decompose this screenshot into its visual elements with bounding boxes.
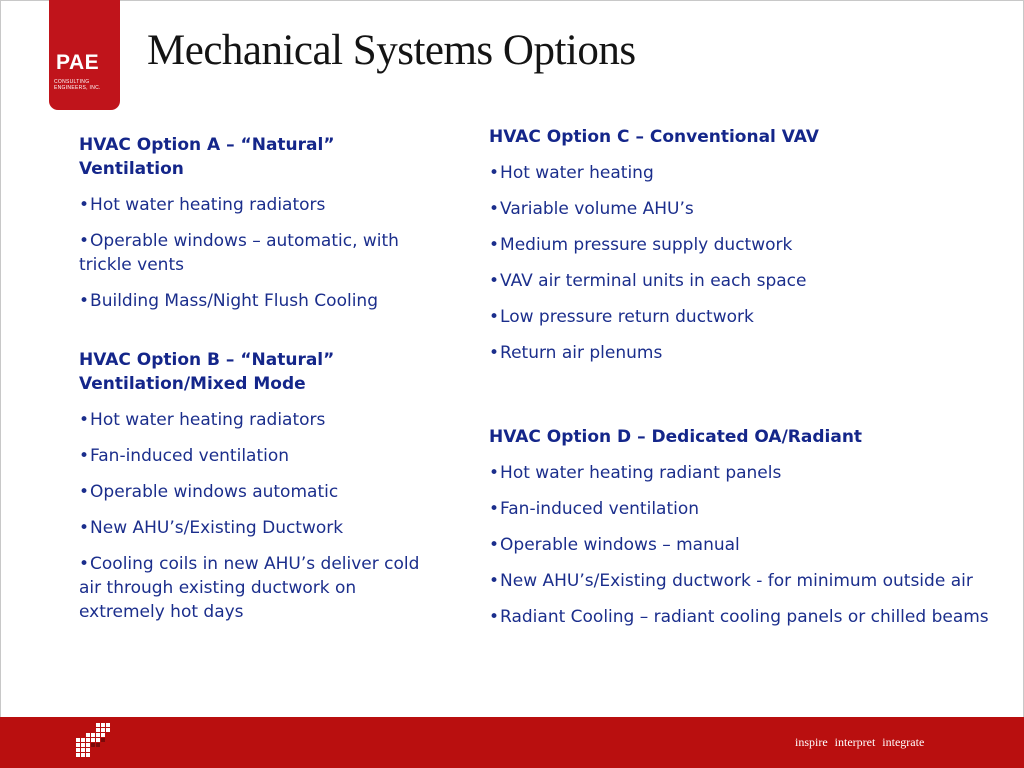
bullet-text: Return air plenums [500,343,663,363]
bullet-dot: • [489,499,500,519]
bullet-item [79,193,444,217]
bullet-item [79,480,444,504]
bullet-dot: • [79,518,90,538]
bullet-text: Building Mass/Night Flush Cooling [90,291,378,311]
bullet-dot: • [489,571,500,591]
bullet-dot: • [79,231,90,251]
bullet-text: VAV air terminal units in each space [500,271,807,291]
bullet-text: Low pressure return ductwork [500,307,754,327]
bullet-item [79,444,444,468]
bullet-dot: • [489,535,500,555]
bullet-dot: • [489,343,500,363]
bullet-dot: • [79,446,90,466]
bullet-item [489,305,1014,329]
bullet-dot: • [79,482,90,502]
bullet-text: Fan-induced ventilation [500,499,700,519]
bullet-item [489,533,1014,557]
bullet-text: New AHU’s/Existing ductwork - for minimum outside air [500,571,973,591]
bullet-text: Hot water heating [500,163,654,183]
bullet-item [489,461,1014,485]
bullet-dot: • [489,271,500,291]
bullet-dot: • [79,410,90,430]
bullet-dot: • [79,195,90,215]
bullet-item [489,605,1014,629]
bullet-text: Medium pressure supply ductwork [500,235,793,255]
bullet-item [79,229,444,277]
option-b-heading: HVAC Option B – “Natural” Ventilation/Mixed Mode [79,350,335,394]
bullet-text: Variable volume AHU’s [500,199,694,219]
option-c-heading: HVAC Option C – Conventional VAV [489,127,819,147]
bullet-dot: • [489,163,500,183]
right-column [489,125,1014,641]
bullet-dot: • [489,235,500,255]
bullet-dot: • [489,463,500,483]
bullet-item [79,552,444,624]
logo-subtitle: CONSULTING ENGINEERS, INC. [54,79,101,91]
logo-name: PAE [56,51,100,74]
bullet-text: Hot water heating radiators [90,410,326,430]
bullet-item [79,289,444,313]
bullet-text: Cooling coils in new AHU’s deliver cold air through existing ductwork on extremely hot days [79,554,420,622]
bullet-dot: • [489,607,500,627]
bullet-item [489,161,1014,185]
bullet-text: Operable windows automatic [90,482,339,502]
bullet-item [489,497,1014,521]
option-d-heading: HVAC Option D – Dedicated OA/Radiant [489,427,863,447]
option-a-heading: HVAC Option A – “Natural” Ventilation [79,135,335,179]
bullet-item [489,569,1014,593]
pae-logo [49,0,120,110]
left-column [79,133,444,636]
bullet-dot: • [79,291,90,311]
bullet-text: Radiant Cooling – radiant cooling panels or chilled beams [500,607,989,627]
bullet-item [489,233,1014,257]
bullet-item [489,197,1014,221]
bullet-text: Hot water heating radiant panels [500,463,782,483]
bullet-text: Hot water heating radiators [90,195,326,215]
bullet-text: Operable windows – automatic, with trickle vents [79,231,399,275]
slide-title: Mechanical Systems Options [147,27,636,74]
bullet-text: Operable windows – manual [500,535,740,555]
footer-tagline: inspire interpret integrate [795,735,925,749]
bullet-item [489,341,1014,365]
bullet-item [489,269,1014,293]
bullet-text: New AHU’s/Existing Ductwork [90,518,344,538]
bullet-dot: • [489,307,500,327]
bullet-item [79,408,444,432]
bullet-item [79,516,444,540]
footer-divider [68,716,118,717]
bullet-dot: • [79,554,90,574]
bullet-text: Fan-induced ventilation [90,446,290,466]
bullet-dot: • [489,199,500,219]
grid-building-icon [74,721,112,763]
